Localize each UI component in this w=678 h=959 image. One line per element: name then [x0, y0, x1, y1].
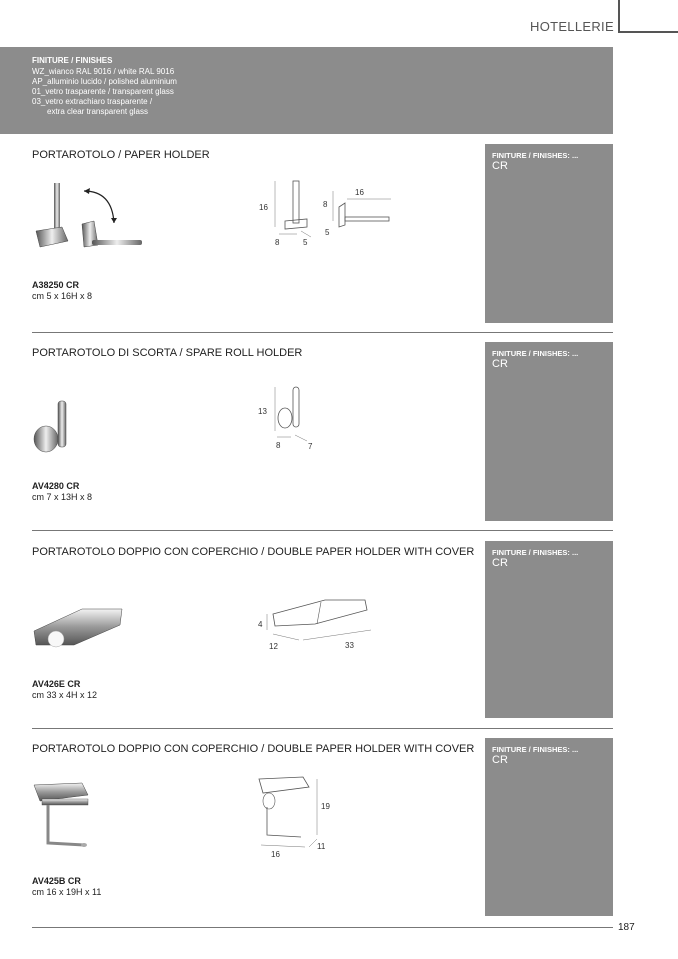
corner-mark-vertical: [618, 0, 620, 33]
product-dimensions: cm 33 x 4H x 12: [32, 690, 98, 700]
divider: [32, 530, 613, 531]
finish-panel-label: FINITURE / FINISHES: ...: [492, 548, 579, 557]
dimension-label: 4: [258, 620, 263, 629]
product-photo: [32, 179, 152, 254]
dimension-label: 16: [259, 203, 268, 212]
dimension-label: 8: [276, 441, 281, 450]
section-title: HOTELLERIE: [530, 19, 614, 34]
technical-drawing: [255, 594, 385, 656]
finish-panel: [485, 144, 613, 323]
finish-panel-value: CR: [492, 754, 508, 766]
finish-line: 01_vetro trasparente / transparent glass: [32, 87, 174, 96]
product-photo: [32, 779, 92, 859]
technical-drawing: [255, 179, 405, 254]
finish-panel-value: CR: [492, 358, 508, 370]
product-title: PORTAROTOLO / PAPER HOLDER: [32, 149, 210, 161]
finish-panel: [485, 738, 613, 916]
finish-panel-label: FINITURE / FINISHES: ...: [492, 349, 579, 358]
product-photo: [32, 399, 92, 457]
finish-panel-value: CR: [492, 557, 508, 569]
divider: [32, 728, 613, 729]
finish-line: AP_alluminio lucido / polished aluminium: [32, 77, 177, 86]
product-code: AV4280 CR: [32, 481, 80, 491]
finish-line: WZ_wianco RAL 9016 / white RAL 9016: [32, 67, 175, 76]
finishes-title: FINITURE / FINISHES: [32, 56, 113, 65]
footer-divider: [32, 927, 613, 928]
finish-panel: [485, 342, 613, 521]
dimension-label: 12: [269, 642, 278, 651]
page-number: 187: [618, 922, 635, 933]
finishes-banner: [0, 47, 613, 134]
dimension-label: 13: [258, 407, 267, 416]
dimension-label: 5: [325, 228, 330, 237]
product-dimensions: cm 7 x 13H x 8: [32, 492, 93, 502]
technical-drawing: [255, 385, 335, 455]
dimension-label: 16: [355, 188, 364, 197]
dimension-label: 11: [317, 842, 326, 851]
product-title: PORTAROTOLO DOPPIO CON COPERCHIO / DOUBLE PAPER HOLDER WITH COVER: [32, 546, 475, 558]
finish-panel-value: CR: [492, 160, 508, 172]
product-code: A38250 CR: [32, 280, 80, 290]
dimension-label: 33: [345, 641, 354, 650]
dimension-label: 8: [323, 200, 328, 209]
finish-panel-label: FINITURE / FINISHES: ...: [492, 745, 579, 754]
dimension-label: 5: [303, 238, 308, 247]
dimension-label: 16: [271, 850, 280, 859]
dimension-label: 8: [275, 238, 280, 247]
finish-line: 03_vetro extrachiaro trasparente /: [32, 97, 153, 106]
finish-panel: [485, 541, 613, 718]
product-code: AV426E CR: [32, 679, 81, 689]
product-code: AV425B CR: [32, 876, 81, 886]
dimension-label: 19: [321, 802, 330, 811]
dimension-label: 7: [308, 442, 313, 451]
product-title: PORTAROTOLO DOPPIO CON COPERCHIO / DOUBLE PAPER HOLDER WITH COVER: [32, 743, 475, 755]
product-title: PORTAROTOLO DI SCORTA / SPARE ROLL HOLDER: [32, 347, 303, 359]
finish-line: extra clear transparent glass: [47, 107, 148, 116]
product-dimensions: cm 5 x 16H x 8: [32, 291, 93, 301]
technical-drawing: [255, 773, 345, 865]
finish-panel-label: FINITURE / FINISHES: ...: [492, 151, 579, 160]
divider: [32, 332, 613, 333]
corner-mark-horizontal: [618, 31, 678, 33]
product-dimensions: cm 16 x 19H x 11: [32, 887, 102, 897]
product-photo: [32, 601, 124, 651]
